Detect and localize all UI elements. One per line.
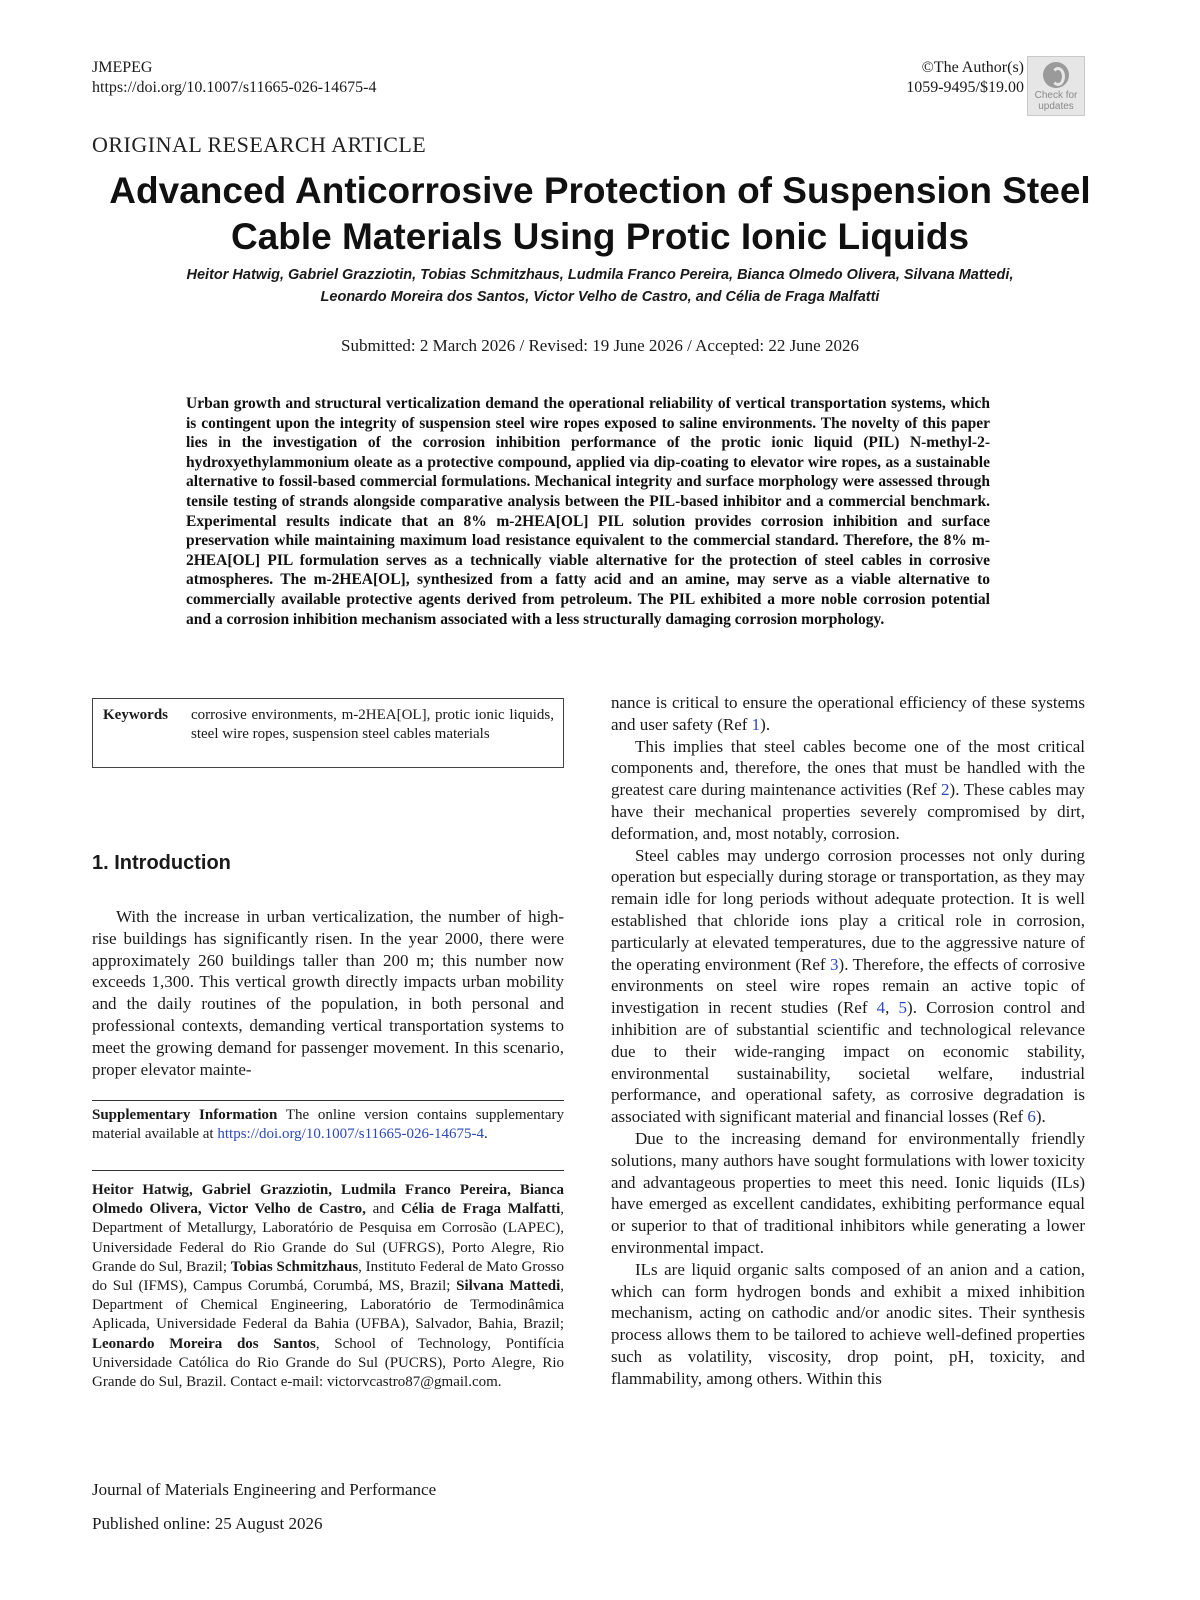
- ref-link-3[interactable]: 3: [830, 954, 839, 974]
- authors-line-2: Leonardo Moreira dos Santos, Victor Velho de Castro, and Célia de Fraga Malfatti: [320, 289, 880, 305]
- footer-journal-name: Journal of Materials Engineering and Performance: [92, 1480, 437, 1499]
- right-p3-end: ).: [1035, 1107, 1046, 1127]
- left-column-body: [92, 906, 564, 1080]
- header-left: [92, 58, 376, 98]
- check-badge-line1: Check for: [1034, 90, 1078, 101]
- issn-price: 1059-9495/$19.00: [906, 79, 1024, 96]
- keywords-label: Keywords: [103, 707, 168, 723]
- right-paragraph-5: ILs are liquid organic salts composed of an anion and a cation, which can form hydrogen bonds and exhibit a mixed inhibition mechanism, acting on cathodic and/or anodic sites. Their synthesis process allows them to be tailored to achieve well-defined properties such as volatility, viscosity, drop point, pH, toxicity, and flammability, among others. Within this: [611, 1259, 1085, 1388]
- right-p2-end: ). These cables may have their mechanical properties severely compromised by dirt, deformation, and, most notably, corrosion.: [611, 780, 1085, 843]
- affil-group3-text: , Department of Chemical Engineering, Laboratório de Termodinâmica Aplicada, Universidade Federal da Bahia (UFBA), Salvador, Bahia, Brazil;: [92, 1278, 564, 1333]
- section-heading-introduction: 1. Introduction: [92, 852, 231, 874]
- title-line-1: Advanced Anticorrosive Protection of Suspension Steel: [109, 170, 1091, 211]
- keywords-box: [92, 698, 564, 768]
- footer-published-date: Published online: 25 August 2026: [92, 1514, 323, 1533]
- ref-link-5[interactable]: 5: [898, 998, 908, 1018]
- intro-paragraph: With the increase in urban verticalization, the number of high-rise buildings has significantly risen. In the year 2000, there were approximately 260 buildings taller than 200 m; this number now exceeds 1,300. This vertical growth directly impacts urban mobility and the daily routines of the population, in both personal and professional contexts, demanding vertical transportation systems to meet the growing demand for passenger movement. In this scenario, proper elevator mainte-: [92, 907, 564, 1079]
- ref-link-4[interactable]: 4: [876, 998, 886, 1018]
- journal-abbrev: JMEPEG: [92, 59, 153, 76]
- keywords-text: corrosive environments, m-2HEA[OL], protic ionic liquids, steel wire ropes, suspension steel cables materials: [191, 707, 554, 742]
- right-paragraph-3: [611, 845, 1085, 1128]
- supplementary-end: .: [484, 1126, 488, 1142]
- copyright: ©The Author(s): [921, 59, 1024, 76]
- title-line-2: Cable Materials Using Protic Ionic Liquids: [230, 216, 970, 257]
- affil-group4-text: , School of Technology, Pontifícia Universidade Católica do Rio Grande do Sul (PUCRS), Porto Alegre, Rio Grande do Sul, Brazil. Contact e-mail: victorvcastro87@gmail.com.: [92, 1335, 564, 1391]
- article-title: [60, 168, 1140, 260]
- doi-link[interactable]: https://doi.org/10.1007/s11665-026-14675-4: [92, 79, 377, 96]
- affil-group3-name: Silvana Mattedi: [456, 1278, 561, 1295]
- affil-group2-name: Tobias Schmitzhaus: [230, 1258, 359, 1275]
- supplementary-information: [92, 1106, 564, 1144]
- right-paragraph-1: [611, 692, 1085, 736]
- abstract: Urban growth and structural verticalization demand the operational reliability of vertical transportation systems, which is contingent upon the integrity of suspension steel wire ropes exposed to saline environments. The novelty of this paper lies in the investigation of the corrosion inhibition performance of the protic ionic liquid (PIL) N-methyl-2-hydroxyethylammonium oleate as a protective compound, applied via dip-coating to elevator wire ropes, as a sustainable alternative to fossil-based commercial formulations. Mechanical integrity and surface morphology were assessed through tensile testing of strands alongside comparative analysis between the PIL-based inhibitor and a commercial benchmark. Experimental results indicate that an 8% m-2HEA[OL] PIL solution provides corrosion inhibition and surface preservation while maintaining maximum load resistance equivalent to the commercial standard. Therefore, the 8% m-2HEA[OL] PIL formulation serves as a technically viable alternative for the protection of steel cables in corrosive atmospheres. The m-2HEA[OL], synthesized from a fatty acid and an amine, may serve as a viable alternative to commercially available protective agents derived from petroleum. The PIL exhibited a more noble corrosion potential and a corrosion inhibition mechanism associated with a less structurally damaging corrosion morphology.: [186, 395, 990, 628]
- ref-link-1[interactable]: 1: [751, 714, 761, 734]
- author-list: [100, 264, 1100, 308]
- supplementary-text: The online version contains supplementary material available at: [92, 1107, 564, 1142]
- affil-group1-text: , Department of Metallurgy, Laboratório de Pesquisa em Corrosão (LAPEC), Universidade Federal do Rio Grande do Sul (UFRGS), Porto Alegre, Rio Grande do Sul, Brazil;: [92, 1201, 564, 1275]
- header-right: [906, 58, 1024, 98]
- supplementary-label: Supplementary Information: [92, 1107, 278, 1123]
- ref-link-6[interactable]: 6: [1027, 1107, 1036, 1127]
- check-for-updates-badge[interactable]: [1027, 56, 1085, 116]
- affil-group2-text: , Instituto Federal de Mato Grosso do Sul (IFMS), Campus Corumbá, Corumbá, MS, Brazil;: [92, 1258, 564, 1295]
- author-affiliations: [92, 1181, 564, 1392]
- right-p3-text: Steel cables may undergo corrosion processes not only during operation but especially during storage or transportation, as they may remain idle for long periods without adequate protection. It is well established that chloride ions play a critical role in corrosion, particularly at elevated temperatures, due to the aggressive nature of the operating environment (Ref: [611, 845, 1085, 974]
- affil-group1-and: and: [365, 1201, 401, 1218]
- right-p2-text: This implies that steel cables become one of the most critical components and, therefore, the ones that must be handled with the greatest care during maintenance activities (Ref: [611, 736, 1085, 800]
- affil-group1-last: Célia de Fraga Malfatti: [400, 1201, 561, 1218]
- right-column-body: [611, 692, 1085, 1390]
- right-paragraph-2: [611, 736, 1085, 845]
- authors-line-1: Heitor Hatwig, Gabriel Grazziotin, Tobias Schmitzhaus, Ludmila Franco Pereira, Bianca Olmedo Olivera, Silvana Mattedi,: [186, 267, 1014, 283]
- crossmark-icon: [1043, 62, 1069, 88]
- right-p3-mid2: ). Corrosion control and inhibition are of substantial scientific and technological relevance due to their wide-ranging impact on economic stability, environmental sustainability, societal welfare, industrial performance, and operational safety, as corrosive degradation is associated with significant material and financial losses (Ref: [611, 998, 1086, 1127]
- affil-group4-name: Leonardo Moreira dos Santos: [92, 1335, 316, 1352]
- right-p3-comma: ,: [885, 998, 899, 1018]
- divider-bottom: [92, 1170, 564, 1171]
- article-type: ORIGINAL RESEARCH ARTICLE: [92, 132, 427, 157]
- divider-top: [92, 1100, 564, 1101]
- check-badge-line2: updates: [1038, 101, 1074, 112]
- right-p3-mid: ). Therefore, the effects of corrosive environments on steel wire ropes remain an active topic of investigation in recent studies (Ref: [611, 954, 1085, 1018]
- supplementary-link[interactable]: https://doi.org/10.1007/s11665-026-14675-4: [217, 1126, 485, 1142]
- right-p1-text: nance is critical to ensure the operational efficiency of these systems and user safety (Ref: [611, 693, 1085, 734]
- right-p1-end: ).: [760, 714, 771, 734]
- affil-group1-names: Heitor Hatwig, Gabriel Grazziotin, Ludmila Franco Pereira, Bianca Olmedo Olivera, Victor Velho de Castro,: [92, 1182, 564, 1218]
- submission-dates: Submitted: 2 March 2026 / Revised: 19 June 2026 / Accepted: 22 June 2026: [341, 336, 859, 355]
- ref-link-2[interactable]: 2: [941, 780, 950, 800]
- right-paragraph-4: Due to the increasing demand for environmentally friendly solutions, many authors have sought formulations with lower toxicity and advantageous properties to meet this need. Ionic liquids (ILs) have emerged as excellent candidates, exhibiting performance equal or superior to that of traditional inhibitors while generating a lower environmental impact.: [611, 1128, 1085, 1257]
